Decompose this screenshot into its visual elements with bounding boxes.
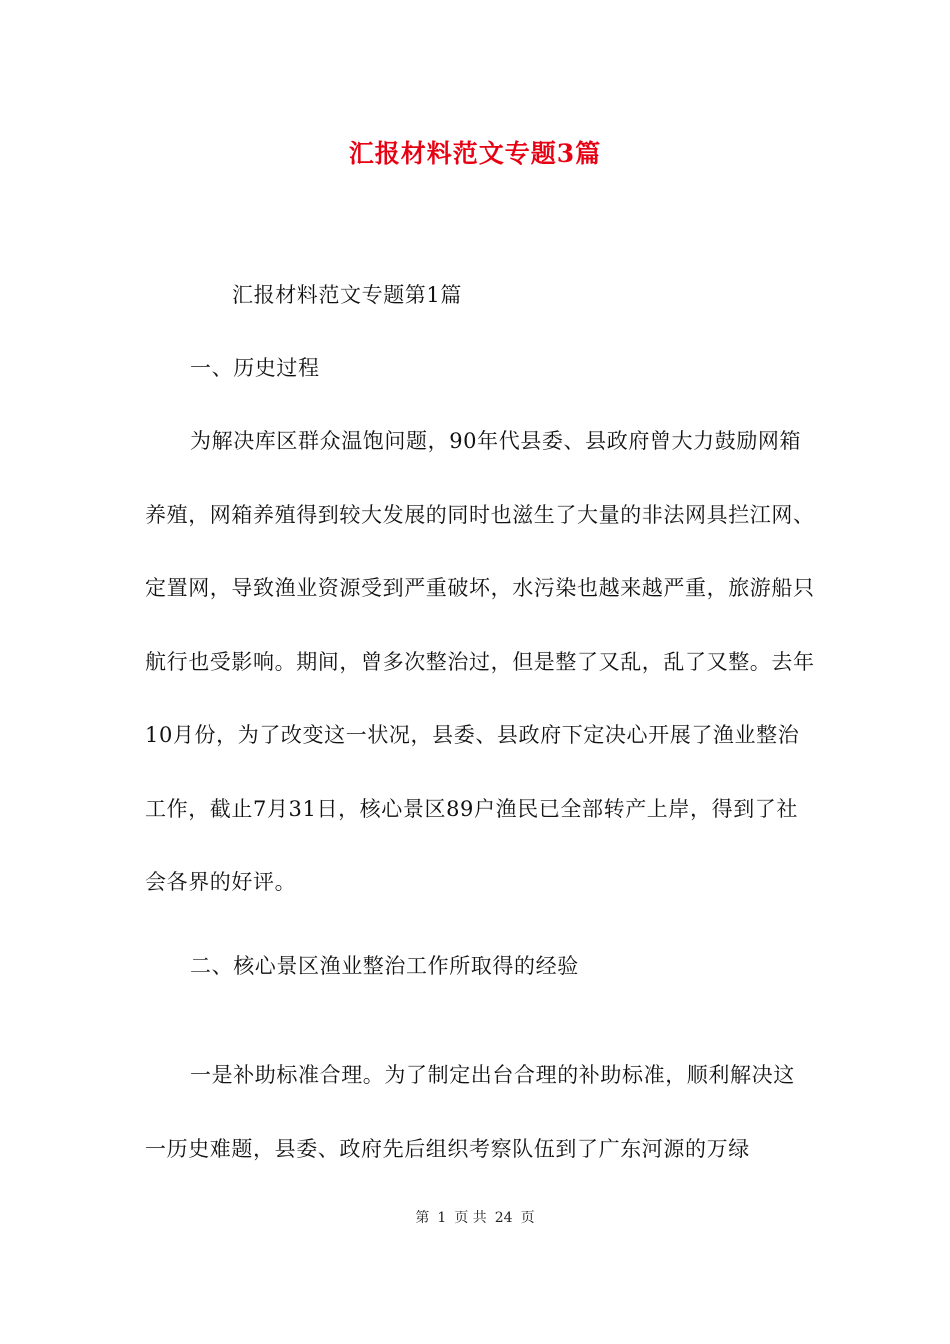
document-title: 汇报材料范文专题3篇 <box>348 139 602 168</box>
section-heading-history: 一、历史过程 <box>190 356 320 380</box>
section-heading-experience: 二、核心景区渔业整治工作所取得的经验 <box>190 954 579 978</box>
paragraph: 为解决库区群众温饱问题，90年代县委、县政府曾大力鼓励网箱养殖，网箱养殖得到较大发展的同时也滋生了大量的非法网具拦江网、定置网，导致渔业资源受到严重破坏，水污染也越来越严重，旅游船只航行也受影响。期间，曾多次整治过，但是整了又乱，乱了又整。去年10月份，为了改变这一状况，县委、县政府下定决心开展了渔业整治工作，截止7月31日，核心景区89户渔民已全部转产上岸，得到了社会各界的好评。 <box>145 429 815 894</box>
footer-page-current: 1 <box>437 1210 447 1226</box>
footer-suffix: 页 <box>520 1210 535 1226</box>
page-footer <box>0 1208 950 1228</box>
paragraph: 一是补助标准合理。为了制定出台合理的补助标准，顺利解决这一历史难题，县委、政府先后组织考察队伍到了广东河源的万绿 <box>145 1063 795 1161</box>
article-subtitle: 汇报材料范文专题第1篇 <box>232 283 462 307</box>
section-body-history <box>145 405 815 920</box>
footer-mid: 页 共 <box>454 1210 487 1226</box>
footer-prefix: 第 <box>415 1210 430 1226</box>
footer-page-total: 24 <box>494 1210 513 1226</box>
section-body-experience <box>145 1039 815 1186</box>
